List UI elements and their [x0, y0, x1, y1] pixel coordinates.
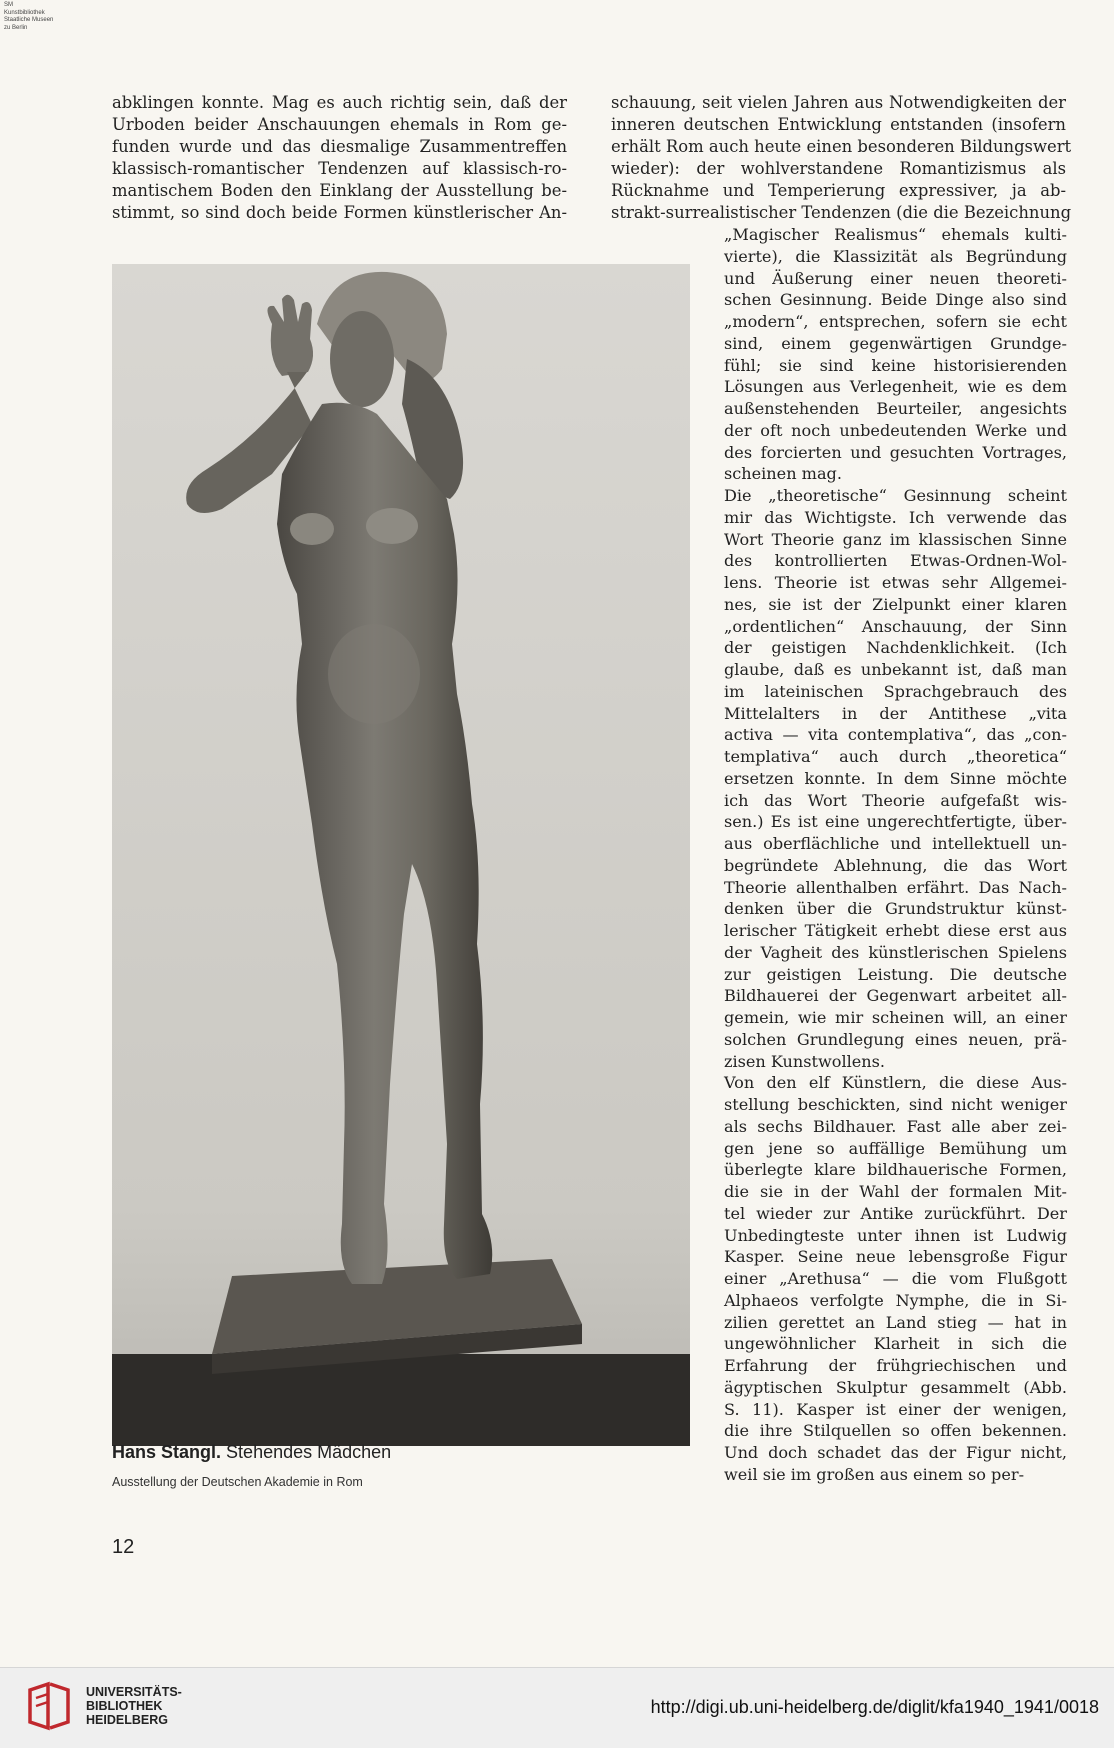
text-line: ungewöhnlicher Klarheit in sich die — [724, 1334, 1067, 1354]
text-line: als sechs Bildhauer. Fast alle aber zei- — [724, 1116, 1067, 1136]
source-url-link[interactable]: http://digi.ub.uni-heidelberg.de/diglit/kfa1940_1941/0018 — [650, 1697, 1099, 1717]
text-line: Lösungen aus Verlegenheit, wie es dem — [724, 377, 1067, 397]
caption-title — [112, 1442, 391, 1463]
caption-work-title: Stehendes Mädchen — [226, 1442, 392, 1462]
text-line: Erfahrung der frühgriechischen und — [724, 1356, 1067, 1375]
text-line: zisen Kunstwollens. — [724, 1051, 886, 1071]
page-number: 12 — [112, 1536, 135, 1558]
text-line: abklingen konnte. Mag es auch richtig sein, daß der — [112, 93, 567, 112]
text-line: klassisch-romantischer Tendenzen auf klassisch-ro- — [112, 158, 567, 178]
caption-artist: Hans Stangl. — [112, 1442, 222, 1462]
digitization-footer — [0, 1667, 1114, 1748]
right-column-main-text — [724, 224, 1067, 1486]
left-column-text — [112, 92, 567, 223]
text-line: strakt-surrealistischer Tendenzen (die die Bezeichnung — [611, 202, 1072, 222]
text-line: zur geistigen Leistung. Die deutsche — [724, 964, 1067, 984]
text-line: sen.) Es ist eine ungerechtfertigte, über- — [724, 812, 1067, 832]
text-line: „modern“, entsprechen, sofern sie echt — [724, 312, 1067, 331]
text-line: lens. Theorie ist etwas sehr Allgemei- — [724, 573, 1067, 592]
stamp-line: SM — [4, 2, 13, 8]
text-line: und Äußerung einer neuen theoreti- — [724, 268, 1067, 288]
text-line: „Magischer Realismus“ ehemals kulti- — [724, 225, 1067, 244]
text-line: erhält Rom auch heute einen besonderen Bildungswert — [611, 136, 1072, 156]
text-line: wieder): der wohlverstandene Romantizismus als — [611, 158, 1066, 178]
text-line: mir das Wichtigste. Ich verwende das — [724, 507, 1067, 527]
text-line: activa — vita contemplativa“, das „con- — [724, 725, 1067, 745]
text-line: scheinen mag. — [724, 464, 842, 484]
text-line: der oft noch unbedeutenden Werke und — [724, 420, 1067, 440]
text-line: Mittelalters in der Antithese „vita — [724, 703, 1067, 723]
text-line: einer „Arethusa“ — die vom Flußgott — [724, 1269, 1067, 1288]
text-line: die sie in der Wahl der formalen Mit- — [724, 1182, 1067, 1201]
institution-line: UNIVERSITÄTS- — [86, 1685, 182, 1699]
stamp-line: Staatliche Museen — [4, 17, 54, 23]
text-line: Rücknahme und Temperierung expressiver, ja ab- — [611, 180, 1066, 200]
text-line: überlegte klare bildhauerische Formen, — [724, 1160, 1067, 1180]
institution-name — [86, 1685, 182, 1727]
text-line: aus oberflächliche und intellektuell un- — [724, 834, 1067, 853]
sculpture-photograph — [112, 264, 690, 1446]
right-column-top-text — [611, 92, 1072, 223]
text-line: fühl; sie sind keine historisierenden — [724, 355, 1067, 375]
text-line: begründete Ablehnung, die das Wort — [724, 855, 1067, 875]
text-line: denken über die Grundstruktur künst- — [724, 899, 1067, 919]
text-line: stimmt, so sind doch beide Formen künstlerischer An- — [112, 202, 567, 222]
text-line: weil sie im großen aus einem so per- — [724, 1464, 1025, 1484]
standing-girl-sculpture-image — [112, 264, 690, 1446]
text-line: Unbedingteste unter ihnen ist Ludwig — [724, 1225, 1067, 1245]
text-line: funden wurde und das diesmalige Zusammentreffen — [112, 136, 567, 156]
text-line: schauung, seit vielen Jahren aus Notwendigkeiten der — [611, 93, 1066, 112]
text-line: sind, einem gegenwärtigen Grundge- — [724, 333, 1067, 353]
text-line: der Vagheit des künstlerischen Spielens — [724, 942, 1067, 962]
text-line: Kasper. Seine neue lebensgroße Figur — [724, 1247, 1067, 1267]
text-line: der geistigen Nachdenklichkeit. (Ich — [724, 638, 1067, 658]
stamp-line: Kunstbibliothek — [4, 9, 45, 16]
text-line: gemein, wie mir scheinen will, an einer — [724, 1008, 1067, 1027]
library-stamp — [4, 2, 53, 32]
text-line: nes, sie ist der Zielpunkt einer klaren — [724, 594, 1067, 614]
text-line: Urboden beider Anschauungen ehemals in Rom ge- — [112, 114, 567, 134]
text-line: S. 11). Kasper ist einer der wenigen, — [724, 1399, 1067, 1419]
text-line: die ihre Stilquellen so offen bekennen. — [724, 1421, 1067, 1441]
text-line: ich das Wort Theorie aufgefaßt wis- — [724, 790, 1067, 810]
institution-line: HEIDELBERG — [86, 1713, 168, 1727]
text-line: tel wieder zur Antike zurückführt. Der — [724, 1203, 1067, 1223]
text-line: ägyptischen Skulptur gesammelt (Abb. — [724, 1377, 1067, 1397]
text-line: solchen Grundlegung eines neuen, prä- — [724, 1029, 1067, 1049]
text-line: zilien gerettet an Land stieg — hat in — [724, 1312, 1067, 1332]
text-line: des forcierten und gesuchten Vortrages, — [724, 442, 1067, 462]
text-line: Theorie allenthalben erfährt. Das Nach- — [724, 877, 1067, 897]
text-line: mantischem Boden den Einklang der Ausstellung be- — [112, 180, 567, 200]
text-line: Alphaeos verfolgte Nymphe, die in Si- — [724, 1290, 1067, 1310]
text-line: außenstehenden Beurteiler, angesichts — [724, 399, 1067, 418]
text-line: des kontrollierten Etwas-Ordnen-Wol- — [724, 551, 1067, 571]
text-line: schen Gesinnung. Beide Dinge also sind — [724, 290, 1067, 310]
text-line: Und doch schadet das der Figur nicht, — [724, 1443, 1067, 1462]
text-line: Von den elf Künstlern, die diese Aus- — [724, 1073, 1067, 1093]
text-line: ersetzen konnte. In dem Sinne möchte — [724, 768, 1067, 788]
text-line: templativa“ auch durch „theoretica“ — [724, 747, 1067, 766]
text-line: Bildhauerei der Gegenwart arbeitet all- — [724, 986, 1067, 1006]
institution-line: BIBLIOTHEK — [86, 1699, 163, 1713]
text-line: glaube, daß es unbekannt ist, daß man — [724, 660, 1067, 679]
university-library-logo-icon — [24, 1680, 76, 1732]
text-line: lerischer Tätigkeit erhebt diese erst aus — [724, 921, 1067, 940]
text-line: gen jene so auffällige Bemühung um — [724, 1138, 1067, 1158]
text-line: Die „theoretische“ Gesinnung scheint — [724, 486, 1067, 505]
text-line: Wort Theorie ganz im klassischen Sinne — [724, 529, 1067, 549]
caption-subline: Ausstellung der Deutschen Akademie in Rom — [112, 1475, 363, 1489]
text-line: stellung beschickten, sind nicht weniger — [724, 1095, 1067, 1114]
text-line: vierte), die Klassizität als Begründung — [724, 246, 1067, 266]
text-line: „ordentlichen“ Anschauung, der Sinn — [724, 616, 1067, 636]
text-line: inneren deutschen Entwicklung entstanden (insofern — [611, 114, 1066, 134]
text-line: im lateinischen Sprachgebrauch des — [724, 681, 1067, 701]
stamp-line: zu Berlin — [4, 24, 28, 31]
